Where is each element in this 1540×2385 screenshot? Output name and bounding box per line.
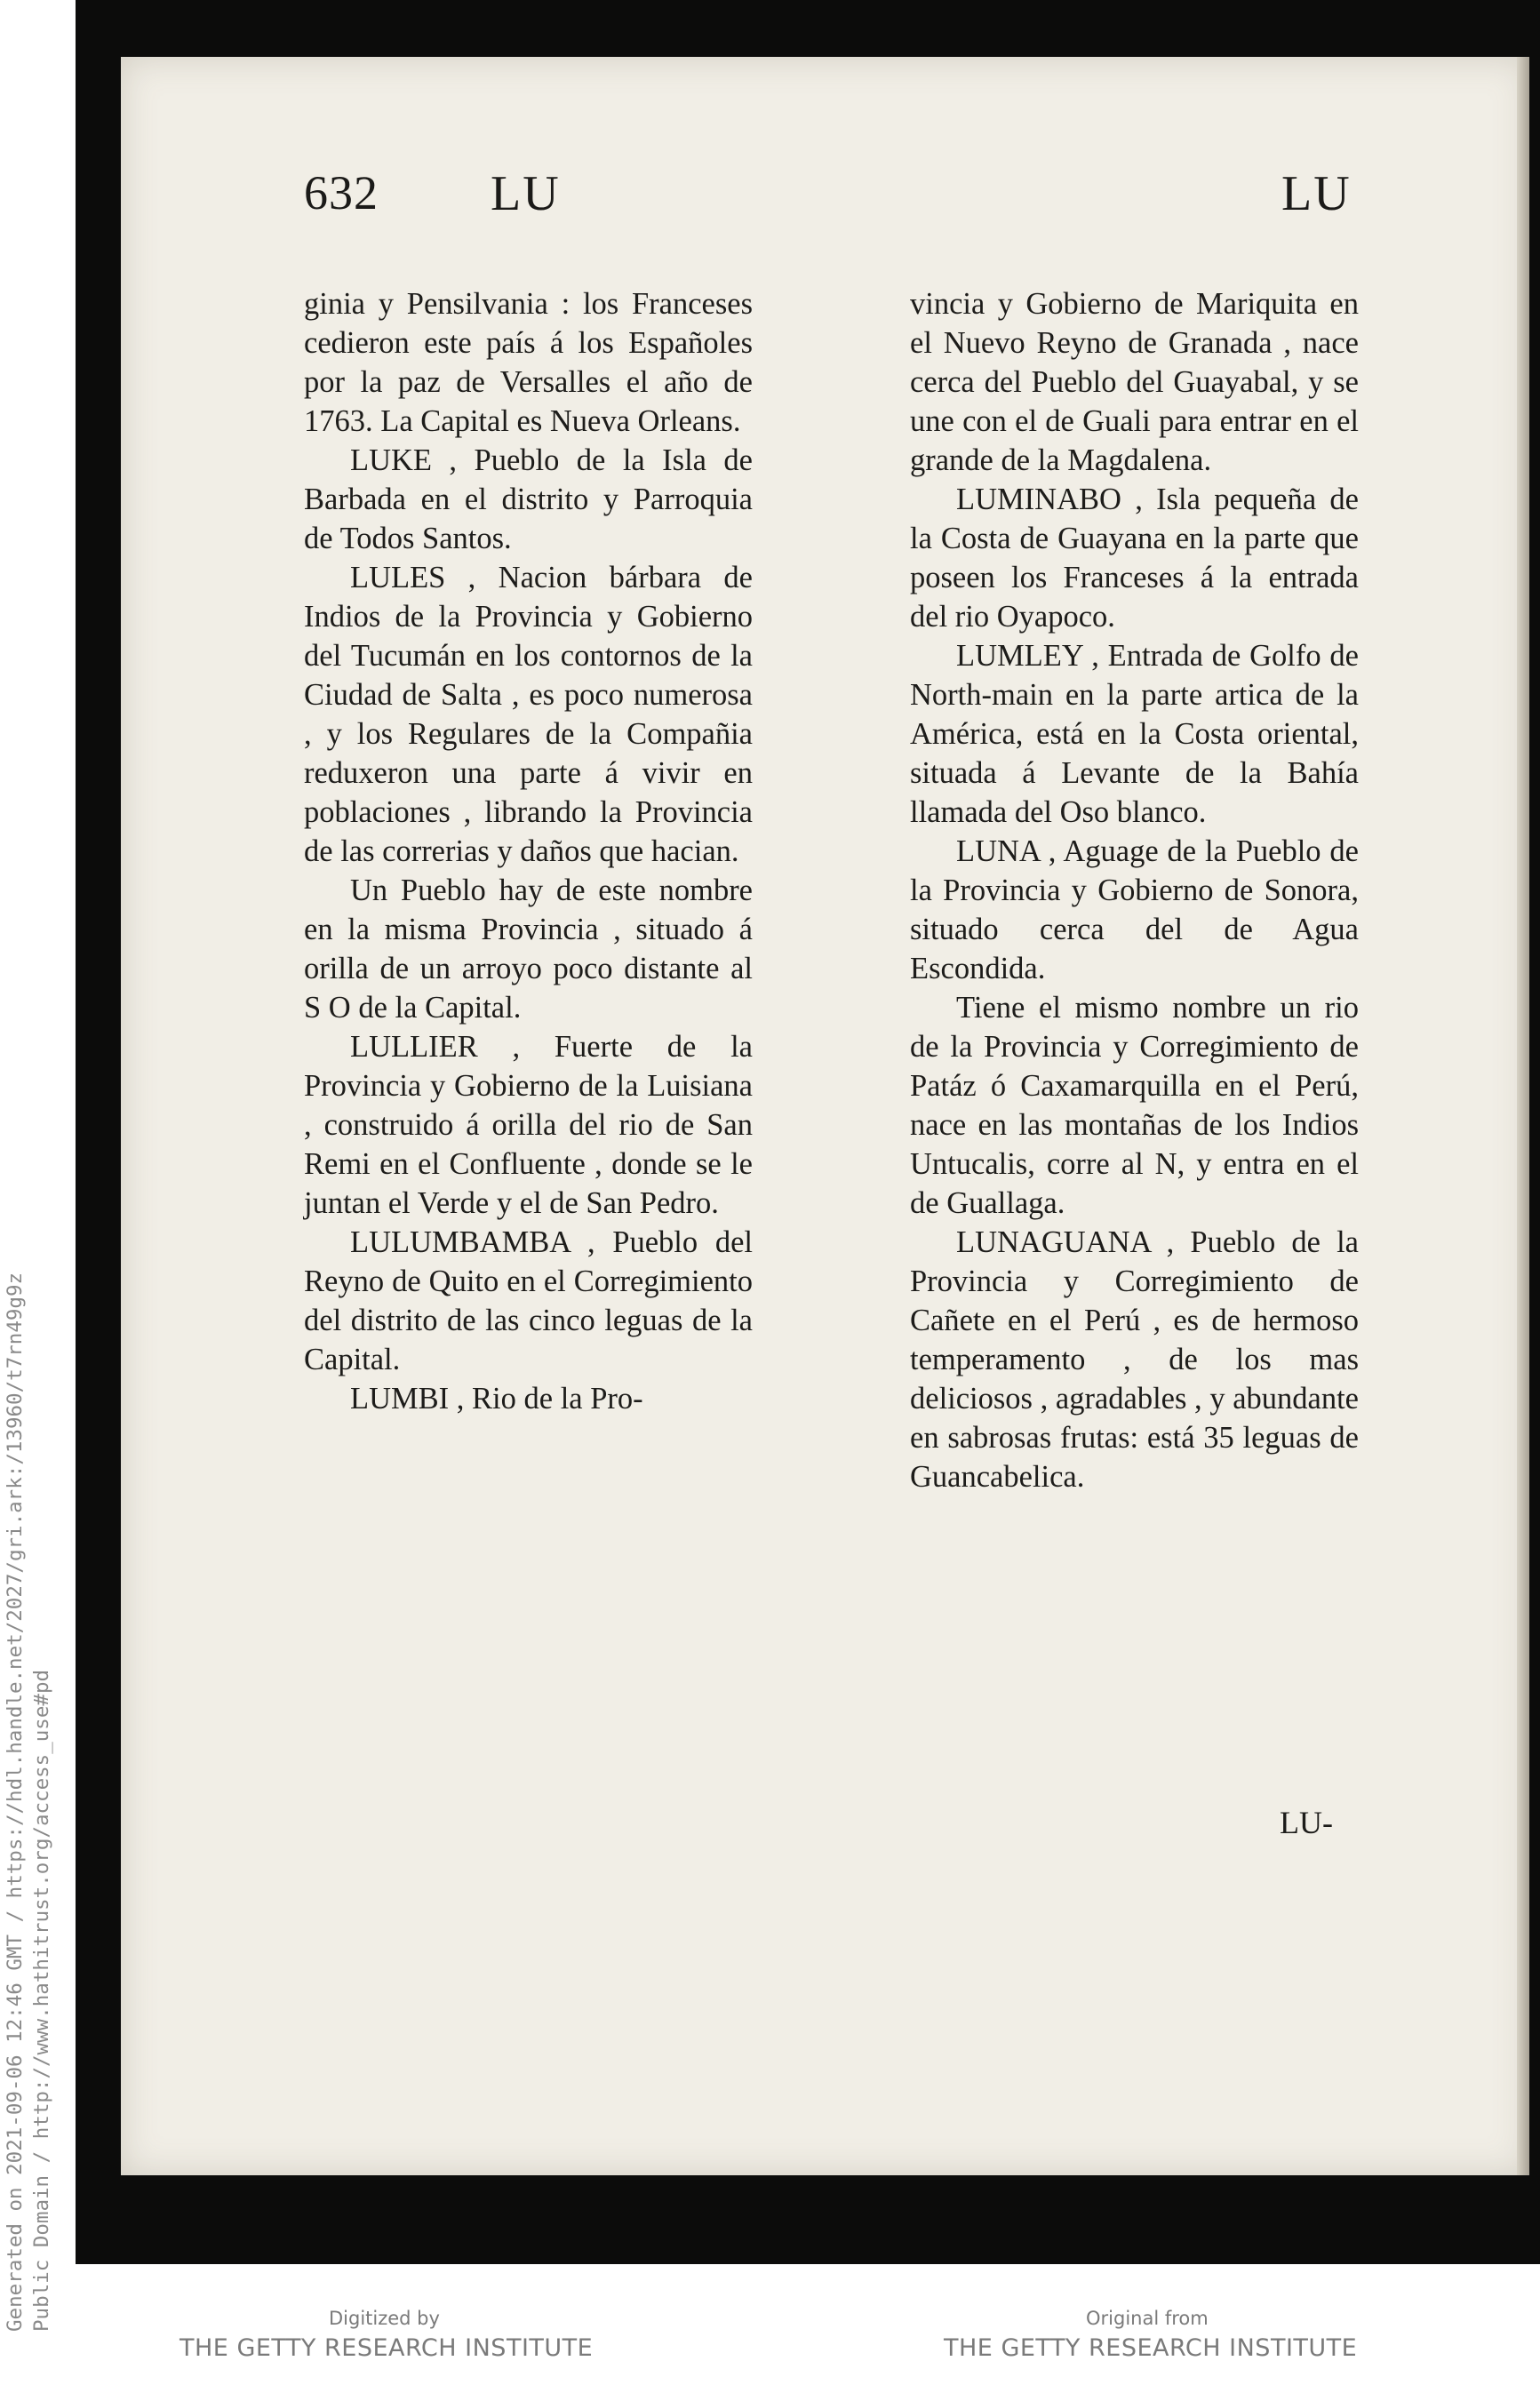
entry-paragraph: LULES , Nacion bárbara de Indios de la Provincia y Gobierno del Tucumán en los contornos de la Ciudad de Salta , es poco numerosa , y los Regulares de la Compañia reduxeron una parte á vivir en poblaciones , librando la Provincia de las correrias y daños que hacian.: [304, 561, 753, 868]
entry-paragraph: LUKE , Pueblo de la Isla de Barbada en el distrito y Parroquia de Todos Santos.: [304, 443, 753, 555]
running-head-left: LU: [491, 166, 561, 221]
entry-paragraph: Un Pueblo hay de este nombre en la misma Provincia , situado á orilla de un arroyo poco distante al S O de la Capital.: [304, 873, 753, 1025]
entry-paragraph: LUMINABO , Isla pequeña de la Costa de Guayana en la parte que poseen los Franceses á la entrada del rio Oyapoco.: [910, 483, 1359, 634]
entry-paragraph: LULLIER , Fuerte de la Provincia y Gobierno de la Luisiana , construido á orilla del rio de San Remi en el Confluente , donde se le juntan el Verde y el de San Pedro.: [304, 1030, 753, 1220]
running-head-right: LU: [1281, 166, 1352, 221]
footer-original-name: THE GETTY RESEARCH INSTITUTE: [944, 2334, 1358, 2362]
watermark-line-generated: Generated on 2021-09-06 12:46 GMT / https://hdl.handle.net/2027/gri.ark:/13960/t7rn49g9z: [4, 1272, 27, 2332]
watermark-line-license: Public Domain / http://www.hathitrust.org/access_use#pd: [30, 1669, 53, 2332]
footer-original-label: Original from: [1086, 2308, 1209, 2329]
entry-paragraph: LUMLEY , Entrada de Golfo de North-main en la parte artica de la América, está en la Costa oriental, situada á Levante de la Bahía llamada del Oso blanco.: [910, 639, 1359, 829]
entry-paragraph: Tiene el mismo nombre un rio de la Provincia y Corregimiento de Patáz ó Caxamarquilla en el Perú, nace en las montañas de los Indios Untucalis, corre al N, y entra en el de Guallaga.: [910, 991, 1359, 1220]
entry-paragraph: ginia y Pensilvania : los Franceses cedieron este país á los Españoles por la paz de Versalles el año de 1763. La Capital es Nueva Orleans.: [304, 287, 753, 438]
catchword: LU-: [1280, 1805, 1333, 1840]
entry-paragraph: vincia y Gobierno de Mariquita en el Nuevo Reyno de Granada , nace cerca del Pueblo del Guayabal, y se une con el de Guali para entrar en el grande de la Magdalena.: [910, 287, 1359, 477]
right-column: [910, 284, 1359, 1496]
left-column: [304, 284, 753, 1418]
entry-paragraph: LUMBI , Rio de la Pro-: [350, 1382, 643, 1416]
footer-digitized-name: THE GETTY RESEARCH INSTITUTE: [180, 2334, 594, 2362]
hathitrust-watermark: [0, 1146, 71, 2332]
footer-digitized-label: Digitized by: [329, 2308, 440, 2329]
entry-paragraph: LUNA , Aguage de la Pueblo de la Provincia y Gobierno de Sonora, situado cerca del de Agua Escondida.: [910, 834, 1359, 985]
page-header: [304, 165, 1388, 236]
page-edge: [1517, 57, 1529, 2175]
entry-paragraph: LULUMBAMBA , Pueblo del Reyno de Quito en el Corregimiento del distrito de las cinco leguas de la Capital.: [304, 1225, 753, 1376]
entry-paragraph: LUNAGUANA , Pueblo de la Provincia y Corregimiento de Cañete en el Perú , es de hermoso temperamento , de los mas deliciosos , agradables , y abundante en sabrosas frutas: está 35 leguas de Guancabelica.: [910, 1225, 1359, 1494]
page-number: 632: [304, 166, 379, 219]
